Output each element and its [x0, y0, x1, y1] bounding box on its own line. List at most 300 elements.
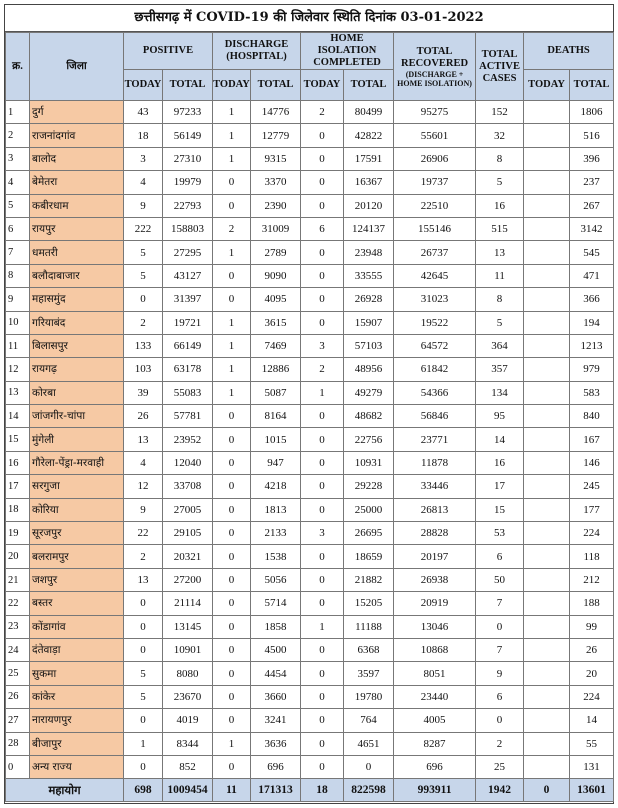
row-dis-total: 31009	[251, 217, 301, 240]
row-pos-today: 5	[124, 264, 163, 287]
row-hi-today: 2	[301, 101, 344, 124]
row-sno: 27	[6, 709, 30, 732]
row-hi-total: 15205	[344, 592, 394, 615]
row-active: 95	[476, 405, 524, 428]
row-recovered: 11878	[394, 451, 476, 474]
row-death-total: 396	[570, 147, 614, 170]
row-pos-total: 27310	[163, 147, 213, 170]
grand-total-pos-today: 698	[124, 779, 163, 802]
row-dis-today: 0	[213, 428, 251, 451]
row-hi-total: 19780	[344, 685, 394, 708]
row-dis-total: 4454	[251, 662, 301, 685]
row-hi-total: 10931	[344, 451, 394, 474]
row-hi-total: 20120	[344, 194, 394, 217]
row-active: 11	[476, 264, 524, 287]
row-sno: 5	[6, 194, 30, 217]
table-body	[6, 101, 614, 779]
row-death-total: 131	[570, 755, 614, 778]
row-hi-today: 0	[301, 124, 344, 147]
table-row	[6, 101, 614, 124]
row-active: 364	[476, 334, 524, 357]
row-death-total: 224	[570, 685, 614, 708]
row-recovered: 55601	[394, 124, 476, 147]
row-dis-today: 0	[213, 709, 251, 732]
row-death-total: 224	[570, 522, 614, 545]
row-dis-today: 0	[213, 755, 251, 778]
row-sno: 0	[6, 755, 30, 778]
row-sno: 7	[6, 241, 30, 264]
row-death-total: 245	[570, 475, 614, 498]
row-dis-today: 0	[213, 545, 251, 568]
row-dis-total: 3615	[251, 311, 301, 334]
row-district: कोरबा	[30, 381, 124, 404]
row-pos-today: 13	[124, 428, 163, 451]
row-active: 6	[476, 685, 524, 708]
row-pos-today: 18	[124, 124, 163, 147]
row-hi-total: 80499	[344, 101, 394, 124]
row-pos-total: 10901	[163, 638, 213, 661]
row-pos-today: 22	[124, 522, 163, 545]
table-row	[6, 217, 614, 240]
row-death-total: 1806	[570, 101, 614, 124]
row-death-today	[524, 755, 570, 778]
row-hi-today: 0	[301, 709, 344, 732]
row-dis-today: 1	[213, 241, 251, 264]
row-pos-total: 66149	[163, 334, 213, 357]
table-row	[6, 592, 614, 615]
row-sno: 19	[6, 522, 30, 545]
row-recovered: 26938	[394, 568, 476, 591]
row-district: बीजापुर	[30, 732, 124, 755]
row-pos-today: 222	[124, 217, 163, 240]
row-death-total: 237	[570, 171, 614, 194]
row-sno: 15	[6, 428, 30, 451]
row-sno: 20	[6, 545, 30, 568]
row-active: 15	[476, 498, 524, 521]
row-hi-total: 25000	[344, 498, 394, 521]
table-row	[6, 194, 614, 217]
row-pos-today: 2	[124, 311, 163, 334]
row-recovered: 8287	[394, 732, 476, 755]
row-pos-total: 8344	[163, 732, 213, 755]
row-pos-today: 133	[124, 334, 163, 357]
row-district: धमतरी	[30, 241, 124, 264]
row-recovered: 19522	[394, 311, 476, 334]
row-hi-total: 15907	[344, 311, 394, 334]
row-dis-today: 1	[213, 124, 251, 147]
report-title: छत्तीसगढ़ में COVID-19 की जिलेवार स्थिति दिनांक 03-01-2022	[5, 5, 613, 32]
row-active: 17	[476, 475, 524, 498]
header-deaths-today: TODAY	[524, 70, 570, 101]
row-dis-today: 1	[213, 147, 251, 170]
row-death-today	[524, 194, 570, 217]
header-discharge-today: TODAY	[213, 70, 251, 101]
row-death-total: 840	[570, 405, 614, 428]
grand-total-active: 1942	[476, 779, 524, 802]
row-hi-total: 6368	[344, 638, 394, 661]
row-hi-today: 6	[301, 217, 344, 240]
row-dis-total: 2133	[251, 522, 301, 545]
table-row	[6, 638, 614, 661]
row-death-today	[524, 311, 570, 334]
row-death-total: 267	[570, 194, 614, 217]
row-district: रायगढ़	[30, 358, 124, 381]
row-hi-total: 48682	[344, 405, 394, 428]
row-death-today	[524, 241, 570, 264]
header-positive: POSITIVE	[124, 33, 213, 70]
row-dis-today: 0	[213, 475, 251, 498]
row-recovered: 10868	[394, 638, 476, 661]
row-pos-today: 2	[124, 545, 163, 568]
row-death-total: 20	[570, 662, 614, 685]
row-recovered: 8051	[394, 662, 476, 685]
row-sno: 4	[6, 171, 30, 194]
row-death-total: 3142	[570, 217, 614, 240]
row-death-today	[524, 662, 570, 685]
row-dis-today: 0	[213, 288, 251, 311]
row-dis-total: 696	[251, 755, 301, 778]
row-hi-total: 57103	[344, 334, 394, 357]
row-pos-today: 0	[124, 288, 163, 311]
row-death-today	[524, 171, 570, 194]
row-pos-total: 56149	[163, 124, 213, 147]
row-pos-today: 9	[124, 194, 163, 217]
row-recovered: 26813	[394, 498, 476, 521]
table-row	[6, 568, 614, 591]
row-recovered: 28828	[394, 522, 476, 545]
row-active: 8	[476, 147, 524, 170]
row-hi-total: 3597	[344, 662, 394, 685]
row-dis-total: 1015	[251, 428, 301, 451]
row-recovered: 61842	[394, 358, 476, 381]
row-recovered: 26906	[394, 147, 476, 170]
row-active: 515	[476, 217, 524, 240]
row-active: 16	[476, 194, 524, 217]
row-dis-total: 9090	[251, 264, 301, 287]
row-district: मुंगेली	[30, 428, 124, 451]
row-hi-total: 21882	[344, 568, 394, 591]
row-sno: 2	[6, 124, 30, 147]
row-death-today	[524, 638, 570, 661]
row-district: अन्य राज्य	[30, 755, 124, 778]
row-dis-total: 9315	[251, 147, 301, 170]
row-dis-today: 0	[213, 264, 251, 287]
grand-total-label: महायोग	[6, 779, 124, 802]
row-death-total: 177	[570, 498, 614, 521]
row-district: बालोद	[30, 147, 124, 170]
covid-district-report	[4, 4, 614, 804]
row-pos-today: 4	[124, 171, 163, 194]
row-hi-today: 0	[301, 241, 344, 264]
row-death-today	[524, 568, 570, 591]
row-pos-total: 27295	[163, 241, 213, 264]
table-row	[6, 147, 614, 170]
row-hi-today: 0	[301, 311, 344, 334]
row-death-total: 212	[570, 568, 614, 591]
row-sno: 1	[6, 101, 30, 124]
row-pos-total: 31397	[163, 288, 213, 311]
table-row	[6, 241, 614, 264]
row-active: 14	[476, 428, 524, 451]
row-active: 2	[476, 732, 524, 755]
row-pos-total: 22793	[163, 194, 213, 217]
row-pos-today: 103	[124, 358, 163, 381]
row-hi-today: 0	[301, 732, 344, 755]
row-dis-today: 0	[213, 638, 251, 661]
table-row	[6, 405, 614, 428]
row-district: दंतेवाड़ा	[30, 638, 124, 661]
row-hi-today: 0	[301, 194, 344, 217]
row-district: बेमेतरा	[30, 171, 124, 194]
row-pos-total: 4019	[163, 709, 213, 732]
row-death-total: 1213	[570, 334, 614, 357]
row-sno: 17	[6, 475, 30, 498]
table-row	[6, 662, 614, 685]
row-sno: 28	[6, 732, 30, 755]
row-hi-today: 0	[301, 498, 344, 521]
row-pos-total: 97233	[163, 101, 213, 124]
row-active: 32	[476, 124, 524, 147]
row-recovered: 13046	[394, 615, 476, 638]
row-active: 134	[476, 381, 524, 404]
row-hi-total: 49279	[344, 381, 394, 404]
row-active: 152	[476, 101, 524, 124]
row-pos-today: 1	[124, 732, 163, 755]
row-death-today	[524, 405, 570, 428]
row-dis-total: 3660	[251, 685, 301, 708]
row-pos-today: 9	[124, 498, 163, 521]
row-dis-today: 0	[213, 685, 251, 708]
row-hi-total: 26695	[344, 522, 394, 545]
row-active: 16	[476, 451, 524, 474]
header-sno: क्र.	[6, 33, 30, 101]
row-district: कबीरधाम	[30, 194, 124, 217]
row-dis-total: 1858	[251, 615, 301, 638]
row-hi-today: 1	[301, 615, 344, 638]
row-pos-today: 43	[124, 101, 163, 124]
row-recovered: 26737	[394, 241, 476, 264]
row-death-today	[524, 217, 570, 240]
row-death-total: 979	[570, 358, 614, 381]
row-death-today	[524, 451, 570, 474]
row-recovered: 23440	[394, 685, 476, 708]
row-hi-today: 0	[301, 264, 344, 287]
row-dis-total: 4218	[251, 475, 301, 498]
header-positive-today: TODAY	[124, 70, 163, 101]
table-row	[6, 358, 614, 381]
row-pos-total: 43127	[163, 264, 213, 287]
row-district: राजनांदगांव	[30, 124, 124, 147]
row-sno: 6	[6, 217, 30, 240]
row-death-today	[524, 358, 570, 381]
table-row	[6, 311, 614, 334]
row-dis-today: 1	[213, 334, 251, 357]
row-death-today	[524, 264, 570, 287]
row-sno: 8	[6, 264, 30, 287]
row-death-today	[524, 124, 570, 147]
row-hi-total: 17591	[344, 147, 394, 170]
row-hi-today: 0	[301, 147, 344, 170]
row-death-today	[524, 288, 570, 311]
row-hi-today: 3	[301, 522, 344, 545]
row-sno: 21	[6, 568, 30, 591]
row-dis-today: 0	[213, 451, 251, 474]
header-district: जिला	[30, 33, 124, 101]
row-pos-today: 26	[124, 405, 163, 428]
row-recovered: 22510	[394, 194, 476, 217]
row-hi-today: 1	[301, 381, 344, 404]
row-pos-total: 19979	[163, 171, 213, 194]
row-dis-today: 0	[213, 171, 251, 194]
row-pos-today: 3	[124, 147, 163, 170]
row-pos-total: 27200	[163, 568, 213, 591]
table-row	[6, 522, 614, 545]
row-dis-total: 1813	[251, 498, 301, 521]
row-district: महासमुंद	[30, 288, 124, 311]
row-dis-total: 5056	[251, 568, 301, 591]
row-dis-today: 0	[213, 522, 251, 545]
row-pos-today: 5	[124, 241, 163, 264]
row-sno: 25	[6, 662, 30, 685]
header-total-recovered	[394, 33, 476, 101]
row-active: 25	[476, 755, 524, 778]
row-hi-total: 23948	[344, 241, 394, 264]
row-hi-today: 3	[301, 334, 344, 357]
row-dis-total: 2789	[251, 241, 301, 264]
row-active: 357	[476, 358, 524, 381]
row-dis-total: 14776	[251, 101, 301, 124]
row-district: बलौदाबाजार	[30, 264, 124, 287]
row-dis-total: 8164	[251, 405, 301, 428]
row-pos-total: 12040	[163, 451, 213, 474]
row-death-total: 99	[570, 615, 614, 638]
row-death-today	[524, 615, 570, 638]
row-sno: 16	[6, 451, 30, 474]
row-dis-today: 0	[213, 568, 251, 591]
row-hi-total: 29228	[344, 475, 394, 498]
header-discharge: DISCHARGE (HOSPITAL)	[213, 33, 301, 70]
table-row	[6, 171, 614, 194]
row-death-total: 118	[570, 545, 614, 568]
row-sno: 22	[6, 592, 30, 615]
row-dis-total: 12779	[251, 124, 301, 147]
row-recovered: 20197	[394, 545, 476, 568]
row-death-today	[524, 732, 570, 755]
row-hi-today: 0	[301, 592, 344, 615]
row-district: दुर्ग	[30, 101, 124, 124]
row-dis-today: 0	[213, 662, 251, 685]
table-row	[6, 498, 614, 521]
row-hi-total: 33555	[344, 264, 394, 287]
row-hi-today: 0	[301, 755, 344, 778]
row-active: 7	[476, 638, 524, 661]
grand-total-death-today: 0	[524, 779, 570, 802]
row-pos-total: 158803	[163, 217, 213, 240]
row-pos-today: 5	[124, 662, 163, 685]
row-death-total: 14	[570, 709, 614, 732]
row-pos-total: 23952	[163, 428, 213, 451]
row-death-total: 471	[570, 264, 614, 287]
row-death-today	[524, 685, 570, 708]
row-death-today	[524, 147, 570, 170]
row-recovered: 95275	[394, 101, 476, 124]
row-death-today	[524, 498, 570, 521]
row-death-today	[524, 522, 570, 545]
row-death-total: 26	[570, 638, 614, 661]
row-pos-total: 23670	[163, 685, 213, 708]
table-row	[6, 732, 614, 755]
row-sno: 10	[6, 311, 30, 334]
row-dis-total: 2390	[251, 194, 301, 217]
row-hi-today: 0	[301, 662, 344, 685]
row-district: जशपुर	[30, 568, 124, 591]
row-district: गौरेला-पेंड्रा-मरवाही	[30, 451, 124, 474]
row-district: कोंडागांव	[30, 615, 124, 638]
row-sno: 9	[6, 288, 30, 311]
grand-total-hi-total: 822598	[344, 779, 394, 802]
row-death-today	[524, 709, 570, 732]
row-sno: 3	[6, 147, 30, 170]
row-district: बिलासपुर	[30, 334, 124, 357]
row-active: 7	[476, 592, 524, 615]
row-pos-total: 55083	[163, 381, 213, 404]
table-row	[6, 709, 614, 732]
row-dis-total: 5714	[251, 592, 301, 615]
row-dis-total: 3241	[251, 709, 301, 732]
row-dis-total: 1538	[251, 545, 301, 568]
row-hi-total: 18659	[344, 545, 394, 568]
row-pos-total: 21114	[163, 592, 213, 615]
row-death-today	[524, 334, 570, 357]
row-pos-today: 39	[124, 381, 163, 404]
row-district: सूरजपुर	[30, 522, 124, 545]
row-death-total: 545	[570, 241, 614, 264]
row-death-today	[524, 475, 570, 498]
row-recovered: 696	[394, 755, 476, 778]
row-death-total: 188	[570, 592, 614, 615]
row-hi-total: 764	[344, 709, 394, 732]
row-dis-today: 0	[213, 592, 251, 615]
row-hi-today: 0	[301, 545, 344, 568]
row-hi-today: 0	[301, 451, 344, 474]
grand-total-dis-today: 11	[213, 779, 251, 802]
row-dis-total: 3370	[251, 171, 301, 194]
row-recovered: 31023	[394, 288, 476, 311]
row-active: 8	[476, 288, 524, 311]
row-dis-today: 2	[213, 217, 251, 240]
row-sno: 24	[6, 638, 30, 661]
row-pos-today: 5	[124, 685, 163, 708]
table-row	[6, 475, 614, 498]
row-recovered: 54366	[394, 381, 476, 404]
table-row	[6, 381, 614, 404]
row-dis-today: 0	[213, 405, 251, 428]
row-recovered: 23771	[394, 428, 476, 451]
row-district: जांजगीर-चांपा	[30, 405, 124, 428]
row-district: कोरिया	[30, 498, 124, 521]
row-active: 0	[476, 615, 524, 638]
row-hi-total: 4651	[344, 732, 394, 755]
row-death-today	[524, 428, 570, 451]
table-row	[6, 545, 614, 568]
table-row	[6, 615, 614, 638]
table-row	[6, 428, 614, 451]
row-pos-today: 0	[124, 638, 163, 661]
grand-total-dis-total: 171313	[251, 779, 301, 802]
header-total-active: TOTAL ACTIVE CASES	[476, 33, 524, 101]
row-death-total: 583	[570, 381, 614, 404]
row-hi-total: 11188	[344, 615, 394, 638]
